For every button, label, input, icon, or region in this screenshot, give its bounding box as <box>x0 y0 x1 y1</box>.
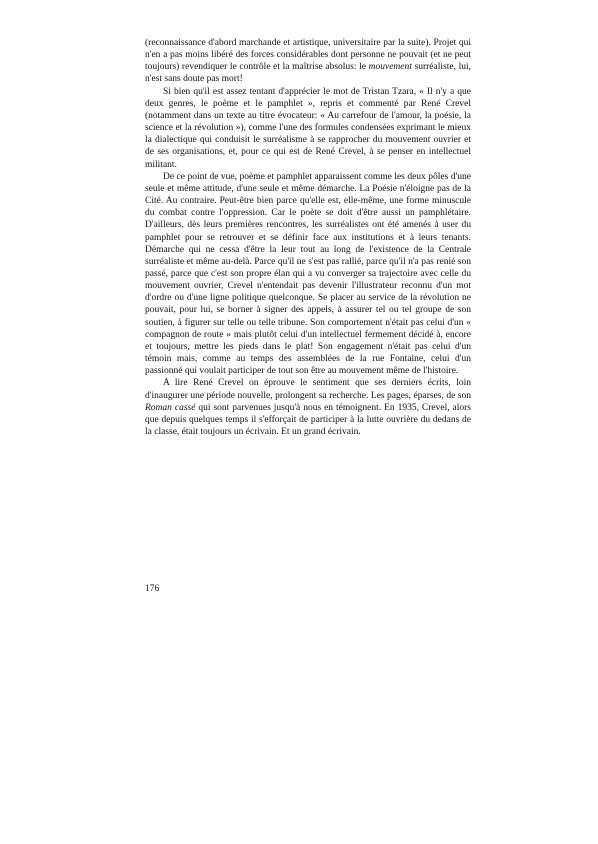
text-run: Si bien qu'il est assez tentant d'apprécier le mot de Tristan Tzara, « Il n'y a que deux genres, le poème et le pamphlet », repris et commenté par René Crevel (notamment dans un texte au titre évocateur: « Au carrefour de l'amour, la poésie, la science et la révolution »), comme l'une des formules condensées exprimant le mieux la dialectique qui conduisit le surréalisme à se rapprocher du mouvement ouvrier et de ses organisations, et, pour ce qui est de René Crevel, à se penser en intellectuel militant. <box>145 86 471 170</box>
paragraph-4 <box>145 377 471 438</box>
paragraph-2 <box>145 86 471 171</box>
text-run: A lire René Crevel on éprouve le sentiment que ses derniers écrits, loin d'inaugurer une période nouvelle, prolongent sa recherche. Les pages, éparses, de son <box>145 378 471 401</box>
page-number: 176 <box>145 584 160 594</box>
body-text <box>145 37 471 438</box>
text-run: De ce point de vue, poème et pamphlet apparaissent comme les deux pôles d'une seule et même attitude, d'une seule et même démarche. La Poésie n'éloigne pas de la Cité. Au contraire. Peut-être bien parce qu'elle est, elle-même, une forme minuscule du combat contre l'oppression. Car le poète se doit d'être aussi un pamphlétaire. D'ailleurs, dès leurs premières rencontres, les surréalistes ont été amenés à user du pamphlet pour se retrouver et se définir face aux institutions et à leurs tenants. Démarche qui ne cessa d'être la leur tout au long de l'existence de la Centrale surréaliste et même au-delà. Parce qu'il ne s'est pas rallié, parce qu'il n'a pas renié son passé, parce que c'est son propre élan qui a vu converger sa trajectoire avec celle du mouvement ouvrier, Crevel n'entendait pas devenir l'illustrateur reconnu d'un mot d'ordre ou d'une ligne politique quelconque. Se placer au service de la révolution ne pouvait, pour lui, se borner à signer des appels, à assurer tel ou tel groupe de son soutien, à figurer sur telle ou telle tribune. Son comportement n'était pas celui d'un « compagnon de route » mais plutôt celui d'un intellectuel fermement décidé à, encore et toujours, mettre les pieds dans le plat! Son engagement n'était pas celui d'un témoin mais, comme au temps des assemblées de la rue Fontaine, celui d'un passionné qui voulait participer de tout son être au mouvement même de l'histoire. <box>145 171 471 377</box>
text-run: (reconnaissance d'abord marchande et artistique, universitaire par la suite). Projet qui n'en a pas moins libéré des forces considérables dont personne ne pouvait (et ne peut toujours) revendiquer le contrôle et la maîtrise absolus: le <box>145 38 471 73</box>
text-run: qui sont parvenues jusqu'à nous en témoignent. En 1935, Crevel, alors que depuis quelques temps il s'efforçait de participer à la lutte ouvrière du dedans de la classe, était toujours un écrivain. Et un grand écrivain. <box>145 402 472 437</box>
italic-text: mouvement <box>368 62 412 73</box>
text-run: surréaliste, lui, n'est sans doute pas mort! <box>145 62 471 85</box>
paragraph-1 <box>145 37 471 86</box>
paragraph-3 <box>145 171 471 378</box>
italic-text: Roman cassé <box>145 402 196 413</box>
